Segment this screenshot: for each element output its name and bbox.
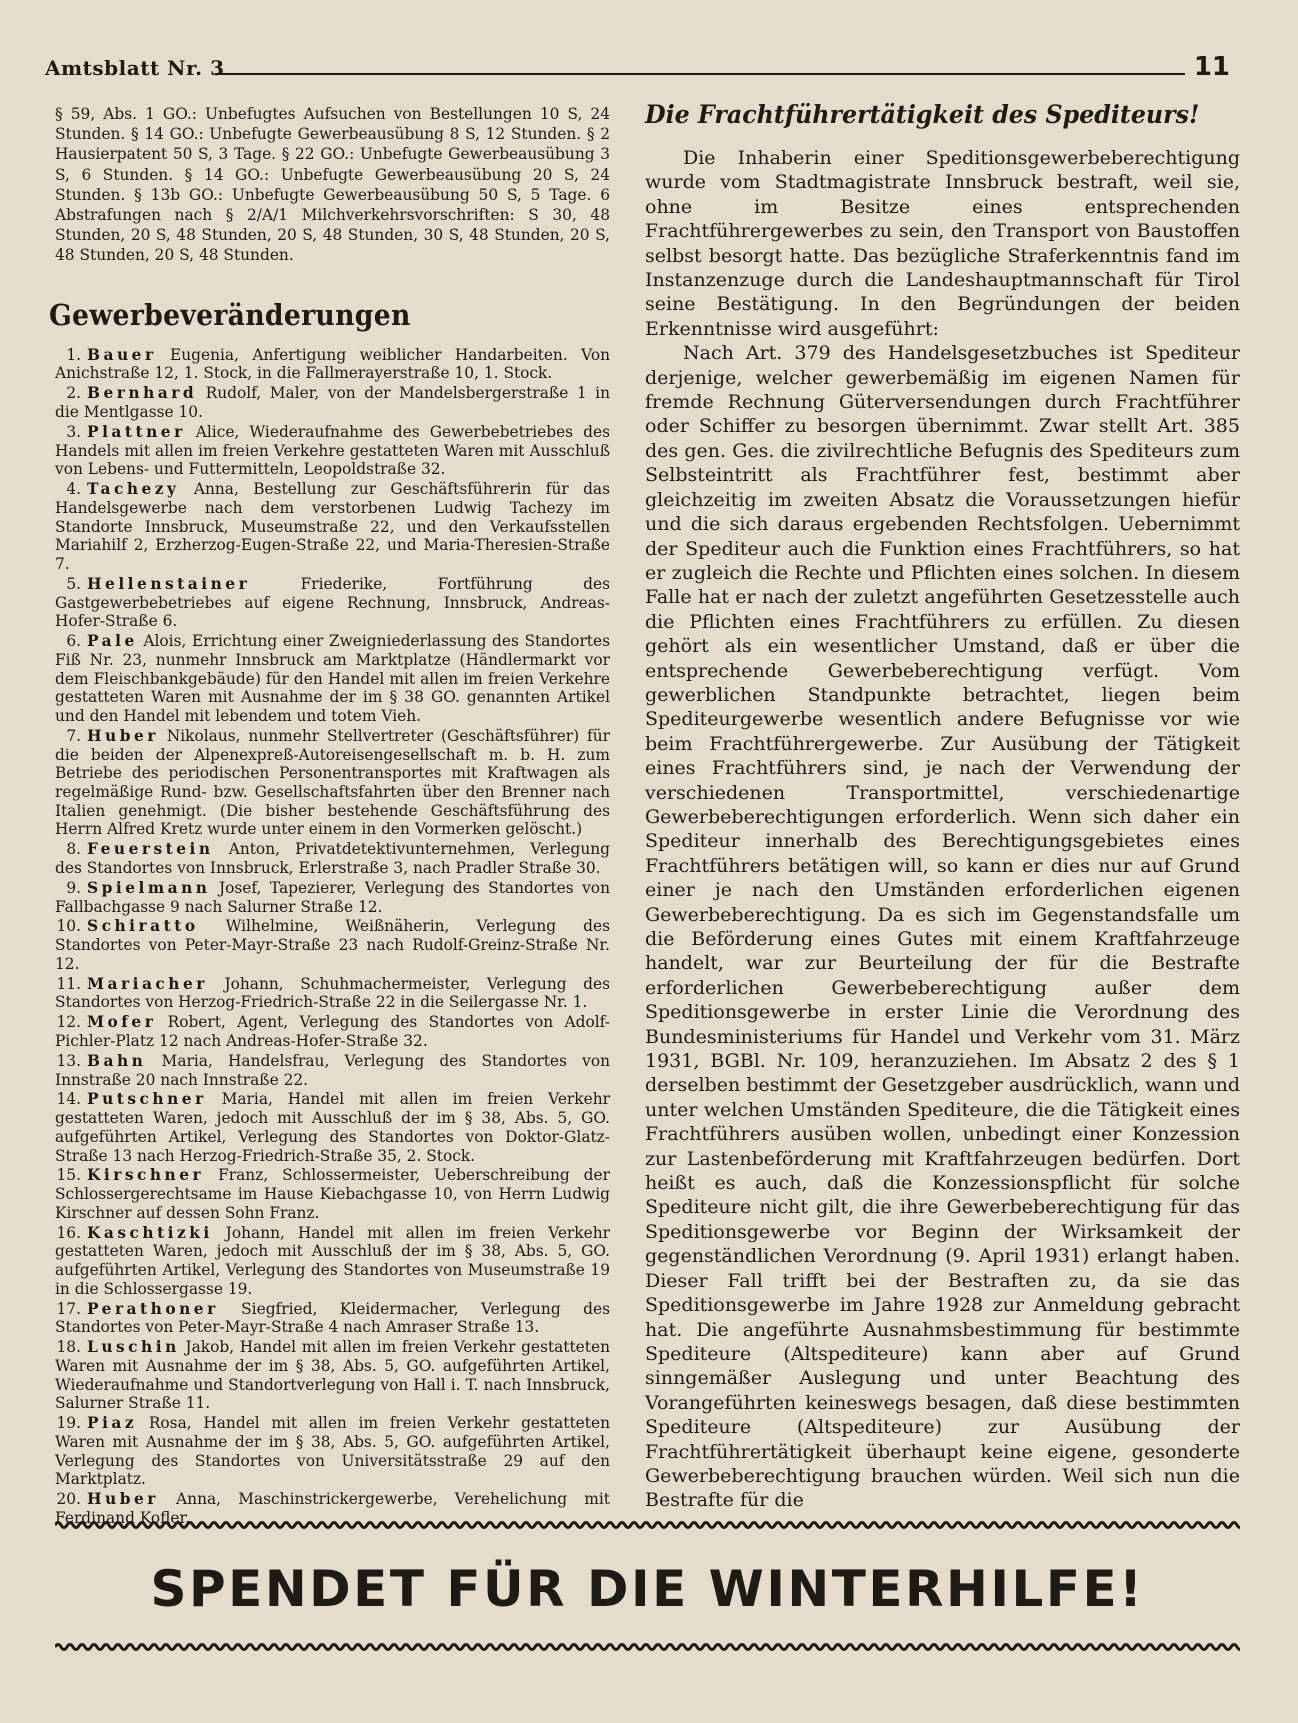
- entry-surname: Piaz: [87, 1414, 138, 1433]
- entry-number: 4.: [66, 480, 81, 499]
- entry-surname: Schiratto: [87, 917, 199, 936]
- list-item: [55, 727, 610, 839]
- list-item: [55, 1166, 610, 1222]
- entry-text: Anna, Maschinstrickergewerbe, Verehelichung mit Ferdinand Kofler.: [55, 1490, 610, 1528]
- list-item: [55, 423, 610, 479]
- entry-surname: Pale: [87, 632, 138, 651]
- entry-number: 7.: [66, 726, 81, 745]
- list-item: [55, 632, 610, 726]
- entry-text: Robert, Agent, Verlegung des Standortes von Adolf-Pichler-Platz 12 nach Andreas-Hofer-Straße 32.: [55, 1013, 610, 1050]
- entry-surname: Luschin: [87, 1338, 180, 1357]
- entry-number: 14.: [56, 1090, 81, 1109]
- penalties-paragraph: § 59, Abs. 1 GO.: Unbefugtes Aufsuchen von Bestellungen 10 S, 24 Stunden. § 14 GO.: Unbefugte Gewerbeausübung 8 S, 12 Stunden. § 2 Hausierpatent 50 S, 3 Tage. § 22 GO.: Unbefugte Gewerbeausübung 3 S, 6 Stunden. § 14 GO.: Unbefugte Gewerbeausübung 20 S, 24 Stunden. § 13b GO.: Unbefugte Gewerbeausübung 50 S, 5 Tage. 6 Abstrafungen nach § 2/A/1 Milchverkehrsvorschriften: S 30, 48 Stunden, 20 S, 48 Stunden, 20 S, 48 Stunden, 30 S, 48 Stunden, 20 S, 48 Stunden, 20 S, 48 Stunden.: [55, 105, 610, 265]
- entry-surname: Tachezy: [87, 480, 180, 499]
- entry-text: Anna, Bestellung zur Geschäftsführerin für das Handelsgewerbe nach dem verstorbenen Ludwig Tachezy im Standorte Innsbruck, Museumstraße 22, und den Verkaufsstellen Mariahilf 2, Erzherzog-Eugen-Straße 22, und Maria-Theresien-Straße 7.: [55, 480, 610, 573]
- entry-surname: Kaschtizki: [87, 1223, 213, 1242]
- entry-surname: Bernhard: [87, 384, 198, 403]
- trade-changes-list: [55, 346, 610, 1528]
- entry-text: Friederike, Fortführung des Gastgewerbebetriebes auf eigene Rechnung, Innsbruck, Andreas-Hofer-Straße 6.: [55, 574, 610, 631]
- entry-text: Rosa, Handel mit allen im freien Verkehr gestatteten Waren mit Ausnahme der im § 38, Abs. 5, GO. aufgeführten Artikel, Verlegung des Standortes von Universitätsstraße 29 auf den Marktplatz.: [55, 1414, 610, 1489]
- entry-text: Johann, Schuhmachermeister, Verlegung des Standortes von Herzog-Friedrich-Straße 22 in die Seilergasse Nr. 1.: [55, 974, 610, 1012]
- page-header: [45, 52, 1230, 82]
- list-item: [55, 346, 610, 383]
- entry-number: 1.: [66, 345, 81, 364]
- entry-surname: Huber: [87, 726, 159, 745]
- article-paragraph: Nach Art. 379 des Handelsgesetzbuches ist Spediteur derjenige, welcher gewerbemäßig im eigenen Namen für fremde Rechnung Güterversendungen durch Frachtführer oder Schiffer zu besorgen übernimmt. Zwar stellt Art. 385 des gen. Ges. die zivilrechtliche Befugnis des Spediteurs zum Selbsteintritt als Frachtführer fest, bestimmt aber gleichzeitig im zweiten Absatz die Voraussetzungen hiefür und die sich daraus ergebenden Rechtsfolgen. Uebernimmt der Spediteur auch die Funktion eines Frachtführers, so hat er zugleich die Rechte und Pflichten eines solchen. In diesem Falle hat er nach der zuletzt angeführten Gesetzesstelle auch die Pflichten eines Frachtführers zu erfüllen. Zu diesen gehört als ein wesentlicher Umstand, daß er über die entsprechende Gewerbeberechtigung verfügt. Vom gewerblichen Standpunkte betrachtet, liegen beim Spediteurgewerbe wesentlich andere Befugnisse vor wie beim Frachtführergewerbe. Zur Ausübung der Tätigkeit eines Frachtführers sind, je nach der Verwendung der verschiedenen Transportmittel, verschiedenartige Gewerbeberechtigungen erforderlich. Wenn sich daher ein Spediteur innerhalb des Berechtigungsgebietes eines Frachtführers betätigen will, so kann er dies nur auf Grund einer je nach den Umständen erforderlichen eigenen Gewerbeberechtigung. Da es sich im Gegenstandsfalle um die Beförderung eines Gutes mit einem Kraftfahrzeuge handelt, war zur Beurteilung der für die Bestrafte erforderlichen Gewerbeberechtigung außer dem Speditionsgewerbe in erster Linie die Verordnung des Bundesministeriums für Handel und Verkehr vom 31. März 1931, BGBl. Nr. 109, heranzuziehen. Im Absatz 2 des § 1 derselben bestimmt der Gesetzgeber ausdrücklich, wann und unter welchen Umständen Spediteure, die die Tätigkeit eines Frachtführers ausüben wollen, unbedingt einer Konzession zur Lastenbeförderung mit Kraftfahrzeugen bedürfen. Dort heißt es auch, daß die Konzessionspflicht für solche Spediteure nicht gilt, die ihre Gewerbeberechtigung für das Speditionsgewerbe vor Beginn der Wirksamkeit der gegenständlichen Verordnung (9. April 1931) erlangt haben. Dieser Fall trifft bei der Bestraften zu, da sie das Speditionsgewerbe im Jahre 1928 zur Anmeldung gebracht hat. Die angeführte Ausnahmsbestimmung für bestimmte Spediteure (Altspediteure) kann aber auf Grund sinngemäßer Auslegung und unter Beachtung des Vorangeführten keineswegs besagen, daß diese bestimmten Spediteure (Altspediteure) zur Ausübung der Frachtführertätigkeit überhaupt keine eigene, gesonderte Gewerbeberechtigung brauchen würden. Weil sich nun die Bestrafte für die: [645, 342, 1240, 1512]
- entry-number: 8.: [66, 840, 81, 859]
- entry-surname: Bahn: [87, 1051, 147, 1070]
- entry-text: Nikolaus, nunmehr Stellvertreter (Geschäftsführer) für die beiden der Alpenexpreß-Autoreisengesellschaft m. b. H. zum Betriebe des periodischen Personentransportes mit Kraftwagen als regelmäßige Rund- bzw. Gesellschaftsfahrten über den Brenner nach Italien genehmigt. (Die bisher bestehende Geschäftsführung des Herrn Alfred Kretz wurde unter einem in den Vormerken gelöscht.): [55, 726, 610, 839]
- entry-text: Maria, Handelsfrau, Verlegung des Standortes von Innstraße 20 nach Innstraße 22.: [55, 1051, 610, 1089]
- entry-number: 19.: [56, 1414, 81, 1433]
- entry-number: 3.: [66, 422, 81, 441]
- wave-divider-top: [55, 1520, 1240, 1530]
- entry-text: Franz, Schlossermeister, Ueberschreibung der Schlossergerechtsame im Hause Kiebachgasse 10, von Herrn Ludwig Kirschner auf dessen Sohn Franz.: [55, 1166, 610, 1222]
- entry-text: Wilhelmine, Weißnäherin, Verlegung des Standortes von Peter-Mayr-Straße 23 nach Rudolf-Greinz-Straße Nr. 12.: [55, 917, 610, 973]
- entry-number: 6.: [66, 632, 81, 651]
- entry-number: 17.: [56, 1299, 81, 1318]
- list-item: [55, 975, 610, 1012]
- wave-divider-bottom: [55, 1642, 1240, 1652]
- entry-text: Jakob, Handel mit allen im freien Verkehr gestatteten Waren mit Ausnahme der im § 38, Abs. 5, GO. aufgeführten Artikel, Wiederaufnahme und Standortverlegung von Hall i. T. nach Innsbruck, Salurner Straße 11.: [55, 1338, 610, 1413]
- entry-text: Anton, Privatdetektivunternehmen, Verlegung des Standortes von Innsbruck, Erlerstraße 3, nach Pradler Straße 30.: [55, 840, 610, 877]
- entry-surname: Spielmann: [87, 878, 211, 897]
- entry-number: 5.: [66, 574, 81, 593]
- entry-number: 2.: [66, 384, 81, 403]
- entry-surname: Kirschner: [87, 1166, 205, 1185]
- entry-number: 9.: [66, 878, 81, 897]
- publication-title: Amtsblatt Nr. 3: [45, 56, 225, 80]
- entry-text: Eugenia, Anfertigung weiblicher Handarbeiten. Von Anichstraße 12, 1. Stock, in die Fallmerayerstraße 10, 1. Stock.: [55, 345, 610, 383]
- entry-text: Siegfried, Kleidermacher, Verlegung des Standortes von Peter-Mayr-Straße 4 nach Amraser Straße 13.: [55, 1299, 610, 1337]
- entry-text: Rudolf, Maler, von der Mandelsbergerstraße 1 in die Mentlgasse 10.: [55, 384, 610, 421]
- list-item: [55, 840, 610, 877]
- article-title: Die Frachtführertätigkeit des Spediteurs!: [645, 100, 1200, 130]
- page-number: 11: [1193, 52, 1230, 82]
- winterhilfe-banner: [55, 1520, 1240, 1660]
- list-item: [55, 1338, 610, 1413]
- entry-number: 15.: [56, 1166, 81, 1185]
- list-item: [55, 1090, 610, 1165]
- entry-number: 12.: [56, 1013, 81, 1032]
- banner-slogan: SPENDET FÜR DIE WINTERHILFE!: [150, 1560, 1145, 1618]
- entry-text: Alois, Errichtung einer Zweigniederlassung des Standortes Fiß Nr. 23, nunmehr Innsbruck am Marktplatze (Händlermarkt vor dem Fleischbankgebäude) für den Handel mit allen im freien Verkehre gestatteten Waren mit Ausnahme der im § 38 GO. genannten Artikel und den Handel mit lebendem und totem Vieh.: [55, 632, 610, 725]
- entry-text: Josef, Tapezierer, Verlegung des Standortes von Fallbachgasse 9 nach Salurner Straße 12.: [55, 878, 610, 916]
- left-column: [49, 104, 610, 1529]
- section-heading: Gewerbeveränderungen: [49, 297, 411, 332]
- entry-surname: Mofer: [87, 1013, 157, 1032]
- entry-number: 20.: [56, 1490, 81, 1509]
- article-paragraph: Die Inhaberin einer Speditionsgewerbeberechtigung wurde vom Stadtmagistrate Innsbruck bestraft, weil sie, ohne im Besitze eines entsprechenden Frachtführergewerbes zu sein, den Transport von Baustoffen selbst besorgt hatte. Das bezügliche Straferkenntnis fand im Instanzenzuge durch die Landeshauptmannschaft für Tirol seine Bestätigung. In den Begründungen der beiden Erkenntnisse wird ausgeführt:: [645, 147, 1240, 340]
- entry-number: 10.: [56, 917, 81, 936]
- list-item: [55, 480, 610, 574]
- right-column: [645, 100, 1240, 1513]
- list-item: [55, 879, 610, 916]
- entry-surname: Mariacher: [87, 974, 208, 993]
- entry-text: Johann, Handel mit allen im freien Verkehr gestatteten Waren, jedoch mit Ausschluß der im § 38, Abs. 5, GO. aufgeführten Artikel, Verlegung des Standortes von Museumstraße 19 in die Schlossergasse 19.: [55, 1223, 610, 1298]
- entry-surname: Perathoner: [87, 1299, 219, 1318]
- entry-number: 11.: [56, 974, 81, 993]
- entry-number: 13.: [56, 1051, 81, 1070]
- list-item: [55, 575, 610, 631]
- entry-surname: Hellenstainer: [87, 574, 251, 593]
- entry-text: Alice, Wiederaufnahme des Gewerbebetriebes des Handels mit allen im freien Verkehre gestatteten Waren mit Ausschluß von Lebens- und Futtermitteln, Leopoldstraße 32.: [55, 422, 610, 479]
- entry-number: 18.: [56, 1338, 81, 1357]
- list-item: [55, 917, 610, 973]
- list-item: [55, 1414, 610, 1489]
- list-item: [55, 1013, 610, 1050]
- list-item: [55, 384, 610, 421]
- list-item: [55, 1300, 610, 1337]
- entry-number: 16.: [56, 1223, 81, 1242]
- header-rule: [215, 73, 1185, 75]
- entry-surname: Plattner: [87, 422, 186, 441]
- list-item: [55, 1052, 610, 1089]
- entry-surname: Putschner: [87, 1090, 207, 1109]
- entry-surname: Feuerstein: [87, 840, 214, 859]
- entry-surname: Bauer: [87, 345, 157, 364]
- entry-text: Maria, Handel mit allen im freien Verkehr gestatteten Waren, jedoch mit Ausschluß der im § 38, Abs. 5, GO. aufgeführten Artikel, Verlegung des Standortes von Doktor-Glatz-Straße 13 nach Herzog-Friedrich-Straße 35, 2. Stock.: [55, 1090, 610, 1165]
- entry-surname: Huber: [87, 1490, 159, 1509]
- list-item: [55, 1224, 610, 1299]
